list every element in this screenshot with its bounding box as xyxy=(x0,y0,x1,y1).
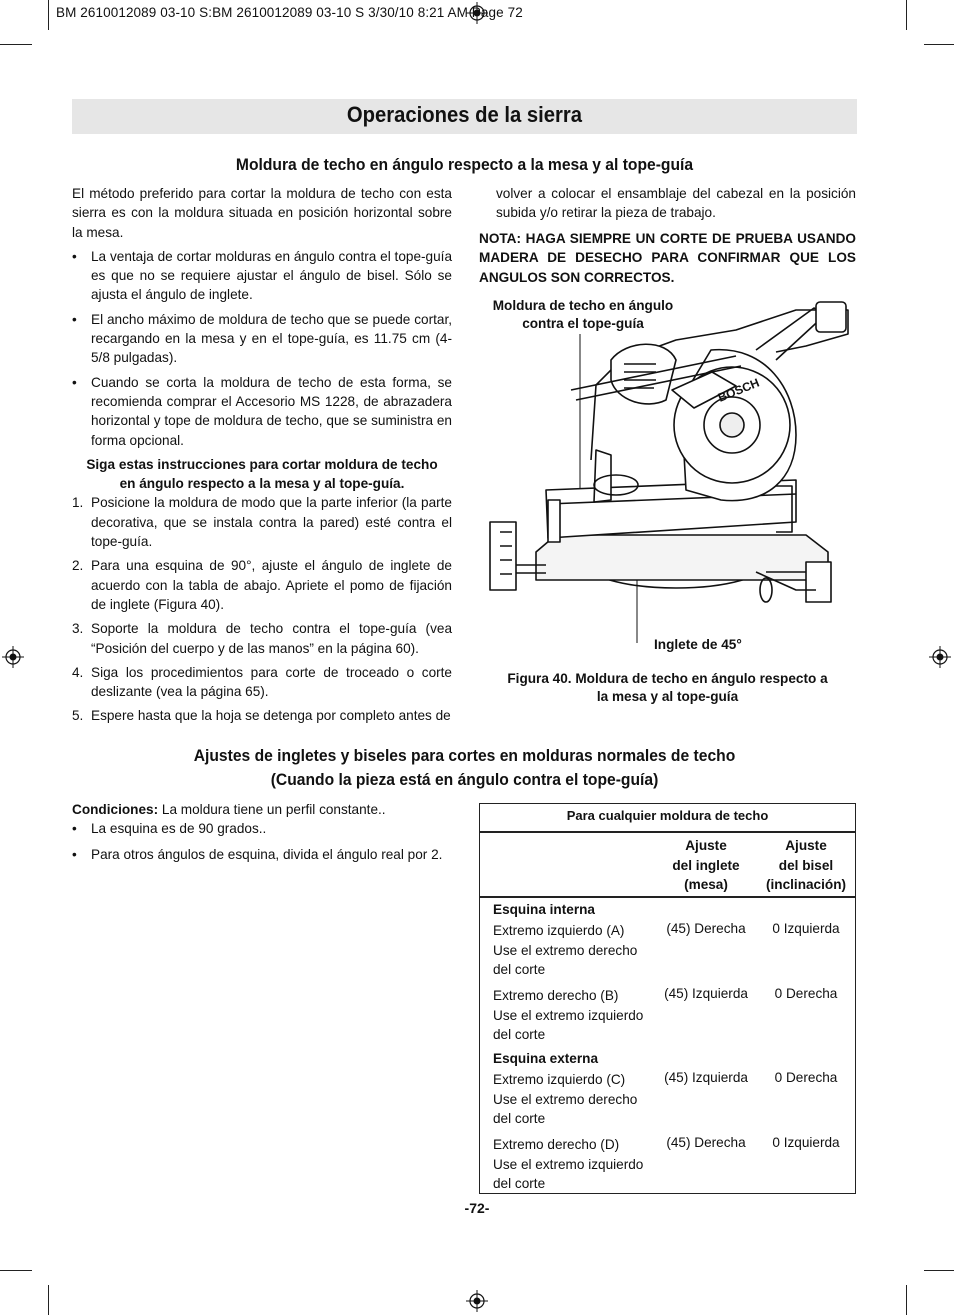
page-title: Operaciones de la sierra xyxy=(346,102,583,127)
table-cell-bevel: 0 Izquierda xyxy=(772,1135,840,1150)
section-heading: Ajustes de ingletes y biseles para cortes en molduras normales de techo (Cuando la pieza está en ángulo contra el tope-guía) xyxy=(193,746,736,789)
crop-mark xyxy=(48,1285,49,1315)
table-cell-miter: (45) Derecha xyxy=(666,921,746,936)
note: NOTA: HAGA SIEMPRE UN CORTE DE PRUEBA USANDO MADERA DE DESECHO PARA CONFIRMAR QUE LOS ANGULOS SON CORRECTOS. xyxy=(479,231,856,285)
figure-callout: Inglete de 45° xyxy=(654,637,742,652)
table-row-label: Extremo izquierdo (C) Use el extremo derecho del corte xyxy=(493,1072,638,1126)
crop-mark xyxy=(48,0,49,30)
print-slug: BM 2610012089 03-10 S:BM 2610012089 03-10 S 3/30/10 8:21 AM Page 72 xyxy=(56,5,523,20)
registration-mark-icon xyxy=(466,1290,488,1312)
figure-callout: Moldura de techo en ángulo contra el tope-guía xyxy=(492,298,674,331)
table-cell-miter: (45) Izquierda xyxy=(664,986,748,1001)
page-number: -72- xyxy=(464,1200,490,1216)
crop-mark xyxy=(0,44,32,45)
brand-label: BOSCH xyxy=(715,375,762,405)
intro-paragraph: El método preferido para cortar la moldura de techo con esta sierra es con la moldura situada en posición horizontal sobre la mesa. xyxy=(72,186,452,240)
table-cell-miter: (45) Izquierda xyxy=(664,1070,748,1085)
crop-mark xyxy=(0,1270,32,1271)
settings-table xyxy=(479,803,856,1194)
figure-caption: Figura 40. Moldura de techo en ángulo respecto a la mesa y al tope-guía xyxy=(507,671,828,704)
conditions-label: Condiciones: xyxy=(72,802,159,817)
list-item: 3. Soporte la moldura de techo contra el tope-guía (vea “Posición del cuerpo y de las manos” en la página 60). xyxy=(72,621,452,656)
table-group-heading: Esquina interna xyxy=(493,902,595,917)
list-item: 5. Espere hasta que la hoja se detenga por completo antes de xyxy=(72,708,451,724)
miter-saw-illustration xyxy=(476,290,860,652)
table-header-bevel: Ajuste del bisel (inclinación) xyxy=(765,838,847,892)
list-item: 1. Posicione la moldura de modo que la parte inferior (la parte decorativa, que se instala contra la pared) esté contra el tope-guía. xyxy=(72,495,452,550)
table-header-miter: Ajuste del inglete (mesa) xyxy=(672,838,740,892)
section-heading: Moldura de techo en ángulo respecto a la mesa y al tope-guía xyxy=(235,155,694,174)
crop-mark xyxy=(924,1270,954,1271)
table-row-label: Extremo derecho (B) Use el extremo izquierdo del corte xyxy=(493,988,644,1042)
list-item: • Para otros ángulos de esquina, divida el ángulo real por 2. xyxy=(72,846,443,862)
list-item: • El ancho máximo de moldura de techo que se puede cortar, recargando en la mesa y en el tope-guía, es 11.75 cm (4-5/8 pulgadas). xyxy=(72,311,452,366)
registration-mark-icon xyxy=(2,646,24,668)
list-item: • Cuando se corta la moldura de techo de esta forma, se recomienda comprar el Accesorio MS 1228, de abrazadera horizontal y tope de moldura de techo, que se suministra en forma opcional. xyxy=(72,374,452,448)
table-title: Para cualquier moldura de techo xyxy=(566,808,769,823)
conditions-text: La moldura tiene un perfil constante.. xyxy=(161,802,386,817)
conditions-block xyxy=(72,800,452,864)
table-row-label: Extremo derecho (D) Use el extremo izquierdo del corte xyxy=(493,1137,644,1191)
table-cell-bevel: 0 Derecha xyxy=(774,1070,838,1085)
table-row-label: Extremo izquierdo (A) Use el extremo derecho del corte xyxy=(493,923,638,977)
table-cell-bevel: 0 Derecha xyxy=(774,986,838,1001)
crop-mark xyxy=(906,1285,907,1315)
list-item: • La ventaja de cortar molduras en ángulo contra el tope-guía es que no se requiere ajustar el ángulo de bisel. Sólo se ajusta el ángulo de inglete. xyxy=(72,248,452,303)
table-cell-miter: (45) Derecha xyxy=(666,1135,746,1150)
table-cell-bevel: 0 Izquierda xyxy=(772,921,840,936)
left-column xyxy=(72,184,452,726)
list-item: 4. Siga los procedimientos para corte de troceado o corte deslizante (vea la página 65). xyxy=(72,664,452,700)
instructions-heading: Siga estas instrucciones para cortar moldura de techo en ángulo respecto a la mesa y al tope-guía. xyxy=(86,456,438,492)
list-item: 2. Para una esquina de 90°, ajuste el ángulo de inglete de acuerdo con la tabla de abajo. Apriete el pomo de fijación de inglete (Figura 40). xyxy=(72,558,452,612)
table-group-heading: Esquina externa xyxy=(493,1051,599,1066)
crop-mark xyxy=(906,0,907,30)
title-bar xyxy=(72,99,857,134)
crop-mark xyxy=(924,44,954,45)
registration-mark-icon xyxy=(929,646,951,668)
list-item: • La esquina es de 90 grados.. xyxy=(72,821,267,837)
step5-continuation: volver a colocar el ensamblaje del cabezal en la posición subida y/o retirar la pieza de trabajo. xyxy=(496,186,856,221)
